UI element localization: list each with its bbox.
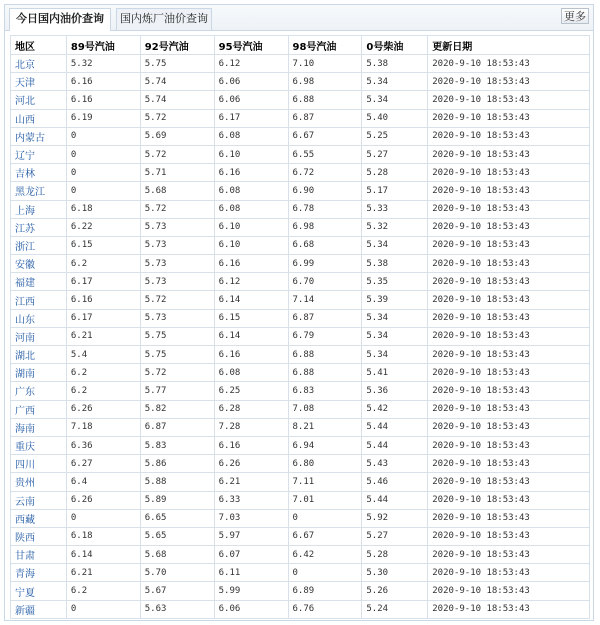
price-98-cell: 6.98 bbox=[288, 73, 362, 91]
update-date-cell: 2020-9-10 18:53:43 bbox=[428, 255, 590, 273]
region-cell[interactable]: 四川 bbox=[11, 455, 67, 473]
region-cell[interactable]: 辽宁 bbox=[11, 145, 67, 163]
price-diesel-cell: 5.27 bbox=[362, 527, 428, 545]
price-98-cell: 0 bbox=[288, 564, 362, 582]
price-diesel-cell: 5.34 bbox=[362, 236, 428, 254]
price-89-cell: 6.26 bbox=[66, 400, 140, 418]
price-98-cell: 6.70 bbox=[288, 273, 362, 291]
price-89-cell: 6.16 bbox=[66, 291, 140, 309]
oil-price-table bbox=[10, 35, 590, 619]
update-date-cell: 2020-9-10 18:53:43 bbox=[428, 455, 590, 473]
price-92-cell: 5.72 bbox=[140, 200, 214, 218]
update-date-cell: 2020-9-10 18:53:43 bbox=[428, 527, 590, 545]
price-92-cell: 5.68 bbox=[140, 546, 214, 564]
table-row bbox=[11, 91, 590, 109]
price-98-cell: 6.87 bbox=[288, 309, 362, 327]
update-date-cell: 2020-9-10 18:53:43 bbox=[428, 164, 590, 182]
price-diesel-cell: 5.34 bbox=[362, 73, 428, 91]
price-diesel-cell: 5.44 bbox=[362, 436, 428, 454]
update-date-cell: 2020-9-10 18:53:43 bbox=[428, 73, 590, 91]
region-cell[interactable]: 上海 bbox=[11, 200, 67, 218]
table-row bbox=[11, 109, 590, 127]
price-diesel-cell: 5.36 bbox=[362, 382, 428, 400]
price-92-cell: 5.82 bbox=[140, 400, 214, 418]
price-92-cell: 5.68 bbox=[140, 182, 214, 200]
price-92-cell: 5.74 bbox=[140, 91, 214, 109]
price-95-cell: 6.26 bbox=[214, 455, 288, 473]
table-row bbox=[11, 491, 590, 509]
price-92-cell: 5.75 bbox=[140, 55, 214, 73]
region-cell[interactable]: 福建 bbox=[11, 273, 67, 291]
price-92-cell: 5.72 bbox=[140, 145, 214, 163]
update-date-cell: 2020-9-10 18:53:43 bbox=[428, 346, 590, 364]
region-cell[interactable]: 陕西 bbox=[11, 527, 67, 545]
table-row bbox=[11, 127, 590, 145]
region-cell[interactable]: 贵州 bbox=[11, 473, 67, 491]
region-cell[interactable]: 甘肃 bbox=[11, 546, 67, 564]
price-95-cell: 6.12 bbox=[214, 273, 288, 291]
region-cell[interactable]: 青海 bbox=[11, 564, 67, 582]
region-cell[interactable]: 河南 bbox=[11, 327, 67, 345]
update-date-cell: 2020-9-10 18:53:43 bbox=[428, 309, 590, 327]
price-98-cell: 6.55 bbox=[288, 145, 362, 163]
table-row bbox=[11, 255, 590, 273]
price-95-cell: 6.11 bbox=[214, 564, 288, 582]
table-row bbox=[11, 309, 590, 327]
price-diesel-cell: 5.46 bbox=[362, 473, 428, 491]
price-95-cell: 6.21 bbox=[214, 473, 288, 491]
table-row bbox=[11, 564, 590, 582]
update-date-cell: 2020-9-10 18:53:43 bbox=[428, 218, 590, 236]
update-date-cell: 2020-9-10 18:53:43 bbox=[428, 273, 590, 291]
update-date-cell: 2020-9-10 18:53:43 bbox=[428, 473, 590, 491]
table-row bbox=[11, 55, 590, 73]
price-89-cell: 6.14 bbox=[66, 546, 140, 564]
update-date-cell: 2020-9-10 18:53:43 bbox=[428, 327, 590, 345]
update-date-cell: 2020-9-10 18:53:43 bbox=[428, 600, 590, 618]
price-98-cell: 6.83 bbox=[288, 382, 362, 400]
price-95-cell: 6.16 bbox=[214, 346, 288, 364]
price-95-cell: 6.08 bbox=[214, 364, 288, 382]
header-update-date: 更新日期 bbox=[428, 36, 590, 55]
price-95-cell: 6.28 bbox=[214, 400, 288, 418]
price-98-cell: 6.80 bbox=[288, 455, 362, 473]
region-cell[interactable]: 河北 bbox=[11, 91, 67, 109]
price-diesel-cell: 5.26 bbox=[362, 582, 428, 600]
price-diesel-cell: 5.34 bbox=[362, 327, 428, 345]
price-92-cell: 5.75 bbox=[140, 346, 214, 364]
table-row bbox=[11, 236, 590, 254]
table-row bbox=[11, 546, 590, 564]
price-89-cell: 6.17 bbox=[66, 273, 140, 291]
price-92-cell: 5.72 bbox=[140, 109, 214, 127]
update-date-cell: 2020-9-10 18:53:43 bbox=[428, 491, 590, 509]
price-92-cell: 5.73 bbox=[140, 309, 214, 327]
price-89-cell: 5.4 bbox=[66, 346, 140, 364]
region-cell[interactable]: 云南 bbox=[11, 491, 67, 509]
region-cell[interactable]: 江西 bbox=[11, 291, 67, 309]
region-cell[interactable]: 海南 bbox=[11, 418, 67, 436]
price-98-cell: 6.94 bbox=[288, 436, 362, 454]
table-row bbox=[11, 527, 590, 545]
region-cell[interactable]: 新疆 bbox=[11, 600, 67, 618]
region-cell[interactable]: 湖北 bbox=[11, 346, 67, 364]
price-95-cell: 6.15 bbox=[214, 309, 288, 327]
price-95-cell: 6.07 bbox=[214, 546, 288, 564]
price-92-cell: 5.86 bbox=[140, 455, 214, 473]
price-92-cell: 5.65 bbox=[140, 527, 214, 545]
price-95-cell: 6.08 bbox=[214, 127, 288, 145]
price-diesel-cell: 5.25 bbox=[362, 127, 428, 145]
price-98-cell: 6.72 bbox=[288, 164, 362, 182]
update-date-cell: 2020-9-10 18:53:43 bbox=[428, 91, 590, 109]
price-95-cell: 6.06 bbox=[214, 91, 288, 109]
price-89-cell: 5.32 bbox=[66, 55, 140, 73]
region-cell[interactable]: 山东 bbox=[11, 309, 67, 327]
price-diesel-cell: 5.43 bbox=[362, 455, 428, 473]
price-89-cell: 0 bbox=[66, 127, 140, 145]
price-95-cell: 6.16 bbox=[214, 164, 288, 182]
price-diesel-cell: 5.17 bbox=[362, 182, 428, 200]
table-row bbox=[11, 400, 590, 418]
table-header-row bbox=[11, 36, 590, 55]
update-date-cell: 2020-9-10 18:53:43 bbox=[428, 291, 590, 309]
price-95-cell: 6.25 bbox=[214, 382, 288, 400]
table-row bbox=[11, 145, 590, 163]
price-92-cell: 5.72 bbox=[140, 291, 214, 309]
table-row bbox=[11, 364, 590, 382]
price-92-cell: 5.75 bbox=[140, 327, 214, 345]
price-95-cell: 7.28 bbox=[214, 418, 288, 436]
price-95-cell: 6.16 bbox=[214, 255, 288, 273]
price-92-cell: 5.88 bbox=[140, 473, 214, 491]
update-date-cell: 2020-9-10 18:53:43 bbox=[428, 546, 590, 564]
price-diesel-cell: 5.34 bbox=[362, 346, 428, 364]
price-89-cell: 0 bbox=[66, 164, 140, 182]
price-diesel-cell: 5.35 bbox=[362, 273, 428, 291]
region-cell[interactable]: 江苏 bbox=[11, 218, 67, 236]
price-diesel-cell: 5.34 bbox=[362, 309, 428, 327]
header-region: 地区 bbox=[11, 36, 67, 55]
price-92-cell: 5.73 bbox=[140, 236, 214, 254]
region-cell[interactable]: 广西 bbox=[11, 400, 67, 418]
price-98-cell: 6.42 bbox=[288, 546, 362, 564]
table-row bbox=[11, 291, 590, 309]
region-cell[interactable]: 内蒙古 bbox=[11, 127, 67, 145]
price-95-cell: 6.12 bbox=[214, 55, 288, 73]
price-92-cell: 5.73 bbox=[140, 273, 214, 291]
price-92-cell: 5.71 bbox=[140, 164, 214, 182]
price-89-cell: 6.2 bbox=[66, 255, 140, 273]
price-92-cell: 5.67 bbox=[140, 582, 214, 600]
price-95-cell: 5.99 bbox=[214, 582, 288, 600]
price-95-cell: 7.03 bbox=[214, 509, 288, 527]
table-row bbox=[11, 473, 590, 491]
tab-bar bbox=[5, 5, 593, 31]
price-diesel-cell: 5.34 bbox=[362, 91, 428, 109]
price-98-cell: 7.08 bbox=[288, 400, 362, 418]
price-98-cell: 6.68 bbox=[288, 236, 362, 254]
price-98-cell: 6.90 bbox=[288, 182, 362, 200]
region-cell[interactable]: 山西 bbox=[11, 109, 67, 127]
price-89-cell: 6.19 bbox=[66, 109, 140, 127]
table-row bbox=[11, 273, 590, 291]
price-diesel-cell: 5.33 bbox=[362, 200, 428, 218]
price-diesel-cell: 5.92 bbox=[362, 509, 428, 527]
table-row bbox=[11, 327, 590, 345]
header-95-gasoline: 95号汽油 bbox=[214, 36, 288, 55]
table-row bbox=[11, 218, 590, 236]
price-98-cell: 6.98 bbox=[288, 218, 362, 236]
price-95-cell: 6.10 bbox=[214, 145, 288, 163]
price-98-cell: 6.87 bbox=[288, 109, 362, 127]
price-diesel-cell: 5.32 bbox=[362, 218, 428, 236]
price-89-cell: 7.18 bbox=[66, 418, 140, 436]
header-98-gasoline: 98号汽油 bbox=[288, 36, 362, 55]
price-95-cell: 6.06 bbox=[214, 73, 288, 91]
tab-today-oil-price[interactable]: 今日国内油价查询 bbox=[9, 8, 111, 31]
price-95-cell: 6.10 bbox=[214, 218, 288, 236]
price-98-cell: 7.11 bbox=[288, 473, 362, 491]
price-89-cell: 6.27 bbox=[66, 455, 140, 473]
header-0-diesel: 0号柴油 bbox=[362, 36, 428, 55]
update-date-cell: 2020-9-10 18:53:43 bbox=[428, 182, 590, 200]
price-89-cell: 0 bbox=[66, 182, 140, 200]
region-cell[interactable]: 吉林 bbox=[11, 164, 67, 182]
price-98-cell: 7.14 bbox=[288, 291, 362, 309]
price-89-cell: 0 bbox=[66, 509, 140, 527]
price-diesel-cell: 5.40 bbox=[362, 109, 428, 127]
update-date-cell: 2020-9-10 18:53:43 bbox=[428, 382, 590, 400]
price-diesel-cell: 5.38 bbox=[362, 255, 428, 273]
price-89-cell: 6.17 bbox=[66, 309, 140, 327]
price-89-cell: 0 bbox=[66, 145, 140, 163]
price-95-cell: 6.16 bbox=[214, 436, 288, 454]
update-date-cell: 2020-9-10 18:53:43 bbox=[428, 127, 590, 145]
price-98-cell: 6.89 bbox=[288, 582, 362, 600]
region-cell[interactable]: 宁夏 bbox=[11, 582, 67, 600]
region-cell[interactable]: 湖南 bbox=[11, 364, 67, 382]
price-diesel-cell: 5.41 bbox=[362, 364, 428, 382]
oil-price-panel bbox=[4, 4, 594, 621]
price-89-cell: 6.26 bbox=[66, 491, 140, 509]
region-cell[interactable]: 北京 bbox=[11, 55, 67, 73]
price-92-cell: 5.74 bbox=[140, 73, 214, 91]
price-92-cell: 5.72 bbox=[140, 364, 214, 382]
price-92-cell: 5.73 bbox=[140, 255, 214, 273]
table-row bbox=[11, 509, 590, 527]
update-date-cell: 2020-9-10 18:53:43 bbox=[428, 436, 590, 454]
update-date-cell: 2020-9-10 18:53:43 bbox=[428, 145, 590, 163]
price-98-cell: 6.88 bbox=[288, 91, 362, 109]
price-92-cell: 5.63 bbox=[140, 600, 214, 618]
update-date-cell: 2020-9-10 18:53:43 bbox=[428, 364, 590, 382]
price-92-cell: 6.65 bbox=[140, 509, 214, 527]
region-cell[interactable]: 浙江 bbox=[11, 236, 67, 254]
region-cell[interactable]: 重庆 bbox=[11, 436, 67, 454]
region-cell[interactable]: 安徽 bbox=[11, 255, 67, 273]
table-row bbox=[11, 436, 590, 454]
price-diesel-cell: 5.28 bbox=[362, 546, 428, 564]
price-98-cell: 7.01 bbox=[288, 491, 362, 509]
update-date-cell: 2020-9-10 18:53:43 bbox=[428, 109, 590, 127]
price-95-cell: 5.97 bbox=[214, 527, 288, 545]
price-89-cell: 6.18 bbox=[66, 200, 140, 218]
price-92-cell: 5.89 bbox=[140, 491, 214, 509]
price-89-cell: 6.21 bbox=[66, 327, 140, 345]
price-92-cell: 5.69 bbox=[140, 127, 214, 145]
price-diesel-cell: 5.28 bbox=[362, 164, 428, 182]
price-98-cell: 6.76 bbox=[288, 600, 362, 618]
update-date-cell: 2020-9-10 18:53:43 bbox=[428, 200, 590, 218]
price-89-cell: 6.15 bbox=[66, 236, 140, 254]
price-92-cell: 5.83 bbox=[140, 436, 214, 454]
table-row bbox=[11, 418, 590, 436]
more-button[interactable]: 更多 bbox=[561, 8, 589, 24]
price-92-cell: 5.70 bbox=[140, 564, 214, 582]
price-89-cell: 6.18 bbox=[66, 527, 140, 545]
price-diesel-cell: 5.39 bbox=[362, 291, 428, 309]
region-cell[interactable]: 天津 bbox=[11, 73, 67, 91]
price-89-cell: 0 bbox=[66, 600, 140, 618]
price-diesel-cell: 5.44 bbox=[362, 491, 428, 509]
table-row bbox=[11, 600, 590, 618]
table-row bbox=[11, 346, 590, 364]
table-row bbox=[11, 382, 590, 400]
price-89-cell: 6.2 bbox=[66, 582, 140, 600]
price-95-cell: 6.10 bbox=[214, 236, 288, 254]
update-date-cell: 2020-9-10 18:53:43 bbox=[428, 236, 590, 254]
table-row bbox=[11, 73, 590, 91]
price-89-cell: 6.4 bbox=[66, 473, 140, 491]
table-row bbox=[11, 182, 590, 200]
region-cell[interactable]: 广东 bbox=[11, 382, 67, 400]
update-date-cell: 2020-9-10 18:53:43 bbox=[428, 509, 590, 527]
region-cell[interactable]: 黑龙江 bbox=[11, 182, 67, 200]
price-diesel-cell: 5.44 bbox=[362, 418, 428, 436]
update-date-cell: 2020-9-10 18:53:43 bbox=[428, 400, 590, 418]
update-date-cell: 2020-9-10 18:53:43 bbox=[428, 582, 590, 600]
tab-refinery-oil-price[interactable]: 国内炼厂油价查询 bbox=[116, 8, 212, 30]
table-row bbox=[11, 164, 590, 182]
price-98-cell: 6.67 bbox=[288, 527, 362, 545]
price-95-cell: 6.14 bbox=[214, 291, 288, 309]
price-diesel-cell: 5.30 bbox=[362, 564, 428, 582]
price-89-cell: 6.21 bbox=[66, 564, 140, 582]
region-cell[interactable]: 西藏 bbox=[11, 509, 67, 527]
price-95-cell: 6.06 bbox=[214, 600, 288, 618]
price-92-cell: 5.73 bbox=[140, 218, 214, 236]
price-95-cell: 6.08 bbox=[214, 200, 288, 218]
update-date-cell: 2020-9-10 18:53:43 bbox=[428, 564, 590, 582]
price-89-cell: 6.16 bbox=[66, 73, 140, 91]
price-98-cell: 0 bbox=[288, 509, 362, 527]
price-89-cell: 6.36 bbox=[66, 436, 140, 454]
price-98-cell: 6.67 bbox=[288, 127, 362, 145]
price-98-cell: 6.79 bbox=[288, 327, 362, 345]
price-89-cell: 6.2 bbox=[66, 382, 140, 400]
price-95-cell: 6.17 bbox=[214, 109, 288, 127]
price-diesel-cell: 5.24 bbox=[362, 600, 428, 618]
price-89-cell: 6.2 bbox=[66, 364, 140, 382]
price-89-cell: 6.22 bbox=[66, 218, 140, 236]
price-diesel-cell: 5.42 bbox=[362, 400, 428, 418]
price-98-cell: 6.88 bbox=[288, 346, 362, 364]
price-diesel-cell: 5.38 bbox=[362, 55, 428, 73]
price-95-cell: 6.33 bbox=[214, 491, 288, 509]
update-date-cell: 2020-9-10 18:53:43 bbox=[428, 418, 590, 436]
table-row bbox=[11, 200, 590, 218]
header-89-gasoline: 89号汽油 bbox=[66, 36, 140, 55]
price-89-cell: 6.16 bbox=[66, 91, 140, 109]
price-92-cell: 5.77 bbox=[140, 382, 214, 400]
price-95-cell: 6.14 bbox=[214, 327, 288, 345]
price-98-cell: 7.10 bbox=[288, 55, 362, 73]
price-95-cell: 6.08 bbox=[214, 182, 288, 200]
price-98-cell: 6.78 bbox=[288, 200, 362, 218]
table-row bbox=[11, 455, 590, 473]
price-92-cell: 6.87 bbox=[140, 418, 214, 436]
update-date-cell: 2020-9-10 18:53:43 bbox=[428, 55, 590, 73]
header-92-gasoline: 92号汽油 bbox=[140, 36, 214, 55]
price-98-cell: 6.88 bbox=[288, 364, 362, 382]
price-98-cell: 6.99 bbox=[288, 255, 362, 273]
price-diesel-cell: 5.27 bbox=[362, 145, 428, 163]
table-row bbox=[11, 582, 590, 600]
price-98-cell: 8.21 bbox=[288, 418, 362, 436]
